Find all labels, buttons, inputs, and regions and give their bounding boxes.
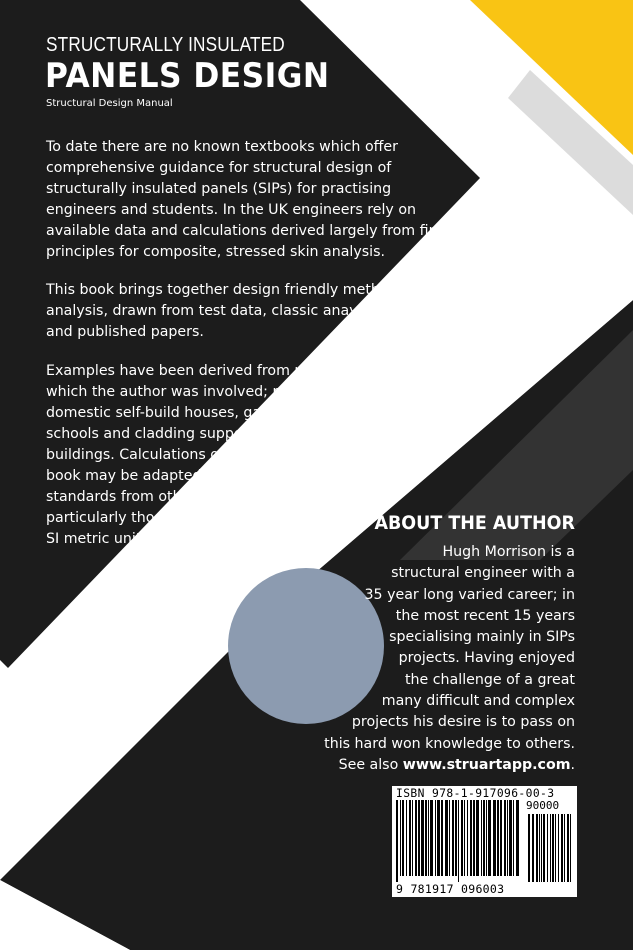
barcode-bar	[449, 800, 450, 876]
about-author-text	[255, 542, 575, 776]
isbn-label: ISBN 978-1-917096-00-3	[396, 787, 555, 800]
isbn-barcode	[392, 786, 577, 897]
barcode-addon-bar	[552, 814, 554, 882]
barcode-digits: 9 781917 096003	[396, 882, 505, 896]
barcode-bar	[486, 800, 487, 876]
barcode-bars	[396, 800, 574, 882]
see-also-text: See also	[338, 756, 403, 773]
paragraph-examples	[46, 361, 369, 550]
para-line: domestic self-build houses, garden offices,	[46, 405, 349, 421]
para-line: schools and cladding support on framed	[46, 426, 332, 442]
about-line: this hard won knowledge to others.	[324, 735, 575, 752]
barcode-bar	[488, 800, 491, 876]
para-line: engineers and students. In the UK engineers rely on	[46, 202, 416, 218]
barcode-bar	[412, 800, 413, 876]
para-line: book may be adapted to design	[46, 468, 272, 484]
barcode-bar	[445, 800, 448, 876]
barcode-addon-bar	[536, 814, 538, 882]
barcode-bar	[481, 800, 482, 876]
barcode-bar	[493, 800, 496, 876]
barcode-addon-bar	[567, 814, 569, 882]
barcode-bar	[435, 800, 436, 876]
about-line: 35 year long varied career; in	[364, 586, 575, 603]
para-line: principles for composite, stressed skin analysis.	[46, 244, 385, 260]
barcode-bar	[461, 800, 463, 876]
about-line: projects. Having enjoyed	[398, 650, 575, 667]
barcode-addon-bar	[532, 814, 534, 882]
about-line: Hugh Morrison is a	[442, 544, 575, 560]
about-line: specialising mainly in SIPs	[389, 629, 575, 646]
barcode-bar	[415, 800, 417, 876]
barcode-bar	[458, 800, 459, 882]
paragraph-methods	[46, 280, 496, 343]
paragraph-intro	[46, 137, 447, 263]
about-line: structural engineer with a	[391, 565, 575, 582]
barcode-bar	[470, 800, 472, 876]
barcode-bar	[516, 800, 519, 876]
para-line: structurally insulated panels (SIPs) for practising	[46, 181, 392, 197]
title-line-1: STRUCTURALLY INSULATED	[46, 34, 285, 56]
barcode-bar	[396, 800, 398, 882]
barcode-bar	[452, 800, 454, 876]
barcode-addon-bar	[561, 814, 563, 882]
barcode-addon-bar	[543, 814, 545, 882]
barcode-bar	[425, 800, 427, 876]
para-line: This book brings together design friendly methods of structural	[46, 282, 497, 298]
barcode-bar	[513, 800, 514, 876]
barcode-addon-bar	[555, 814, 556, 882]
para-line: which the author was involved; ranging from	[46, 384, 365, 400]
barcode-bar	[400, 800, 401, 876]
title-line-2: PANELS DESIGN	[45, 56, 330, 96]
barcode-bar	[500, 800, 502, 876]
barcode-bar	[441, 800, 443, 876]
barcode-bar	[428, 800, 429, 876]
para-line: To date there are no known textbooks which offer	[46, 139, 398, 155]
period: .	[570, 756, 575, 773]
para-line: and published papers.	[46, 324, 204, 340]
about-line: many difficult and complex	[381, 693, 575, 710]
barcode-bar	[402, 800, 404, 876]
barcode-addon-bar	[547, 814, 548, 882]
para-line: buildings. Calculations outlined in the	[46, 447, 314, 463]
subtitle: Structural Design Manual	[46, 98, 173, 109]
about-see-also-line	[255, 755, 575, 776]
para-line: comprehensive guidance for structural design of	[46, 160, 392, 176]
barcode-bar	[476, 800, 479, 876]
barcode-addon-digits: 90000	[526, 799, 560, 812]
author-website-link[interactable]: www.struartapp.com	[402, 756, 571, 773]
barcode-addon-bar	[564, 814, 565, 882]
barcode-addon-bar	[528, 814, 530, 882]
barcode-bar	[409, 800, 411, 876]
barcode-bar	[455, 800, 457, 876]
barcode-bar	[473, 800, 475, 876]
barcode-addon-bar	[539, 814, 540, 882]
barcode-bar	[509, 800, 512, 876]
barcode-addon-bar	[541, 814, 542, 882]
barcode-bar	[437, 800, 440, 876]
para-line: standards from other countries;	[46, 489, 272, 505]
para-line: Examples have been derived from projects in	[46, 363, 369, 379]
barcode-bar	[507, 800, 508, 876]
about-line: the most recent 15 years	[395, 607, 575, 624]
para-line: particularly those which use	[46, 510, 246, 526]
para-line: available data and calculations derived largely from first	[46, 223, 448, 239]
about-line: the challenge of a great	[404, 671, 575, 688]
barcode-bar	[497, 800, 499, 876]
barcode-addon-bar	[550, 814, 551, 882]
barcode-bar	[418, 800, 420, 876]
para-line: analysis, drawn from test data, classic anaytical techniques	[46, 303, 471, 319]
barcode-bar	[421, 800, 424, 876]
barcode-bar	[504, 800, 506, 876]
barcode-addon-bar	[570, 814, 571, 882]
about-line: projects his desire is to pass on	[351, 714, 575, 731]
para-line: SI metric units.	[46, 531, 154, 547]
about-author-heading: ABOUT THE AUTHOR	[374, 512, 575, 534]
barcode-bar	[430, 800, 433, 876]
barcode-bar	[483, 800, 485, 876]
barcode-bar	[406, 800, 407, 876]
barcode-bar	[464, 800, 465, 876]
barcode-bar	[467, 800, 468, 876]
barcode-addon-bar	[558, 814, 559, 882]
